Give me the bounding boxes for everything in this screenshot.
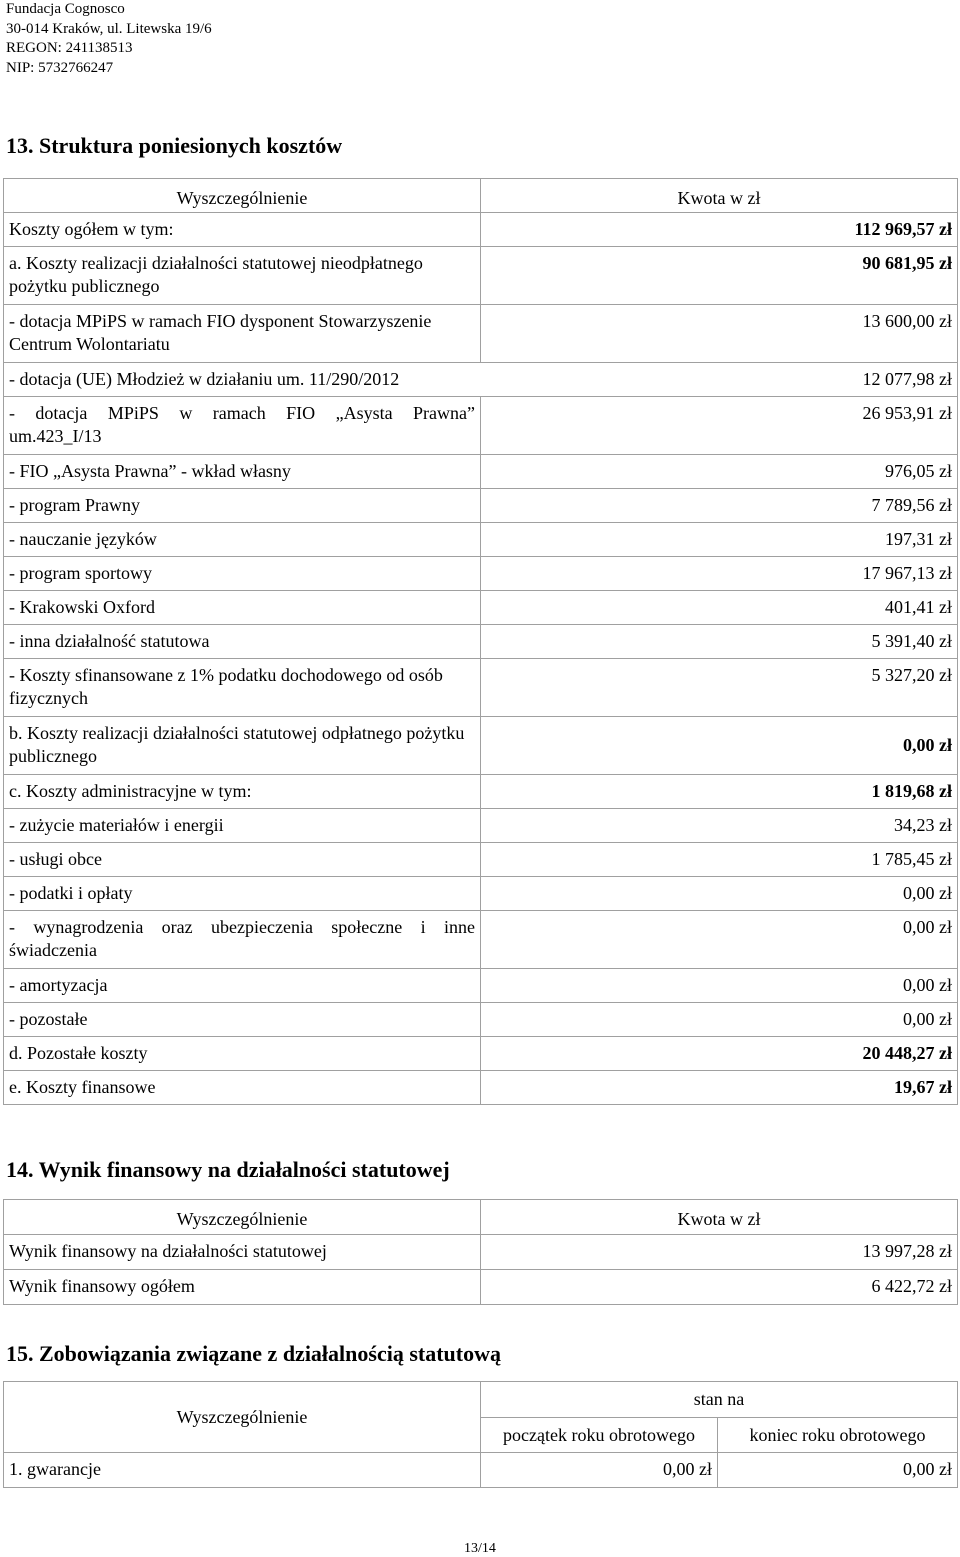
table-row [4, 1270, 958, 1305]
table-row [4, 969, 958, 1003]
row-label: Wynik finansowy na działalności statutowej [4, 1235, 481, 1270]
row-amount: 0,00 zł [481, 969, 958, 1003]
row-amount: 0,00 zł [481, 911, 958, 969]
org-nip: NIP: 5732766247 [6, 59, 114, 76]
table-row [4, 591, 958, 625]
row-label: Wynik finansowy ogółem [4, 1270, 481, 1305]
col-header-amount: Kwota w zł [481, 1200, 958, 1235]
row-label: - program Prawny [4, 489, 481, 523]
row-start-amount: 0,00 zł [481, 1453, 718, 1488]
row-amount: 12 077,98 zł [862, 369, 952, 389]
table-row [4, 523, 958, 557]
row-amount: 0,00 zł [481, 1003, 958, 1037]
row-amount: 90 681,95 zł [481, 247, 958, 305]
row-amount: 401,41 zł [481, 591, 958, 625]
org-regon: REGON: 241138513 [6, 40, 133, 56]
row-amount: 197,31 zł [481, 523, 958, 557]
liabilities-table [3, 1381, 958, 1488]
col-header-amount: Kwota w zł [481, 179, 958, 213]
table-row [4, 455, 958, 489]
org-address: 30-014 Kraków, ul. Litewska 19/6 [6, 20, 212, 37]
table-row [4, 843, 958, 877]
row-amount: 6 422,72 zł [481, 1270, 958, 1305]
row-amount: 0,00 zł [481, 877, 958, 911]
row-amount: 976,05 zł [481, 455, 958, 489]
table-row [4, 213, 958, 247]
table-row [4, 809, 958, 843]
row-amount: 1 819,68 zł [481, 775, 958, 809]
row-amount: 17 967,13 zł [481, 557, 958, 591]
row-amount: 13 997,28 zł [481, 1235, 958, 1270]
cost-structure-table [3, 178, 958, 1105]
row-label: b. Koszty realizacji działalności statutowej odpłatnego pożytku publicznego [4, 717, 481, 775]
table-header-row [4, 1200, 958, 1235]
table-row [4, 1071, 958, 1105]
row-label: - wynagrodzenia oraz ubezpieczenia społeczne i inne świadczenia [4, 911, 481, 969]
row-amount: 34,23 zł [481, 809, 958, 843]
row-label: - Krakowski Oxford [4, 591, 481, 625]
col-header-description: Wyszczególnienie [4, 1200, 481, 1235]
row-amount: 0,00 zł [481, 717, 958, 775]
row-amount: 5 391,40 zł [481, 625, 958, 659]
section-14-title: 14. Wynik finansowy na działalności statutowej [6, 1157, 450, 1182]
row-amount: 19,67 zł [481, 1071, 958, 1105]
row-label: - Koszty sfinansowane z 1% podatku dochodowego od osób fizycznych [4, 659, 481, 717]
table-row [4, 877, 958, 911]
col-header-end: koniec roku obrotowego [718, 1418, 958, 1453]
row-amount: 7 789,56 zł [481, 489, 958, 523]
table-row [4, 1037, 958, 1071]
row-label: - podatki i opłaty [4, 877, 481, 911]
row-label: e. Koszty finansowe [4, 1071, 481, 1105]
table-row [4, 557, 958, 591]
row-label: - nauczanie języków [4, 523, 481, 557]
row-label: Koszty ogółem w tym: [4, 213, 481, 247]
col-header-start: początek roku obrotowego [481, 1418, 718, 1453]
row-amount: 20 448,27 zł [481, 1037, 958, 1071]
financial-result-table [3, 1199, 958, 1305]
row-label: - usługi obce [4, 843, 481, 877]
row-end-amount: 0,00 zł [718, 1453, 958, 1488]
row-amount: 5 327,20 zł [481, 659, 958, 717]
row-label: - pozostałe [4, 1003, 481, 1037]
section-13-title: 13. Struktura poniesionych kosztów [6, 133, 343, 158]
table-row [4, 775, 958, 809]
table-row [4, 1235, 958, 1270]
row-label: - dotacja (UE) Młodzież w działaniu um. 11/290/2012 [9, 369, 400, 389]
organization-header [6, 0, 212, 78]
row-merged [4, 363, 958, 397]
row-label: - dotacja MPiPS w ramach FIO „Asysta Prawna” um.423_I/13 [4, 397, 481, 455]
row-label: - dotacja MPiPS w ramach FIO dysponent Stowarzyszenie Centrum Wolontariatu [4, 305, 481, 363]
table-row [4, 625, 958, 659]
col-header-description: Wyszczególnienie [4, 179, 481, 213]
table-row [4, 397, 958, 455]
row-amount: 26 953,91 zł [481, 397, 958, 455]
row-label: - program sportowy [4, 557, 481, 591]
table-row [4, 305, 958, 363]
row-label: - inna działalność statutowa [4, 625, 481, 659]
table-row [4, 911, 958, 969]
row-amount: 1 785,45 zł [481, 843, 958, 877]
table-row [4, 247, 958, 305]
table-row [4, 363, 958, 397]
row-label: - zużycie materiałów i energii [4, 809, 481, 843]
org-name: Fundacja Cognosco [6, 1, 125, 17]
table-row [4, 489, 958, 523]
table-row [4, 1003, 958, 1037]
table-header-row [4, 1382, 958, 1418]
row-amount: 112 969,57 zł [481, 213, 958, 247]
row-label: 1. gwarancje [4, 1453, 481, 1488]
row-label: d. Pozostałe koszty [4, 1037, 481, 1071]
row-amount: 13 600,00 zł [481, 305, 958, 363]
row-label: a. Koszty realizacji działalności statutowej nieodpłatnego pożytku publicznego [4, 247, 481, 305]
row-label: - FIO „Asysta Prawna” - wkład własny [4, 455, 481, 489]
col-header-description: Wyszczególnienie [4, 1382, 481, 1453]
section-15-title: 15. Zobowiązania związane z działalnością statutową [6, 1341, 501, 1366]
col-header-state: stan na [481, 1382, 958, 1418]
table-row [4, 659, 958, 717]
table-header-row [4, 179, 958, 213]
table-row [4, 1453, 958, 1488]
page-number: 13/14 [464, 1541, 496, 1556]
row-label: c. Koszty administracyjne w tym: [4, 775, 481, 809]
row-label: - amortyzacja [4, 969, 481, 1003]
table-row [4, 717, 958, 775]
